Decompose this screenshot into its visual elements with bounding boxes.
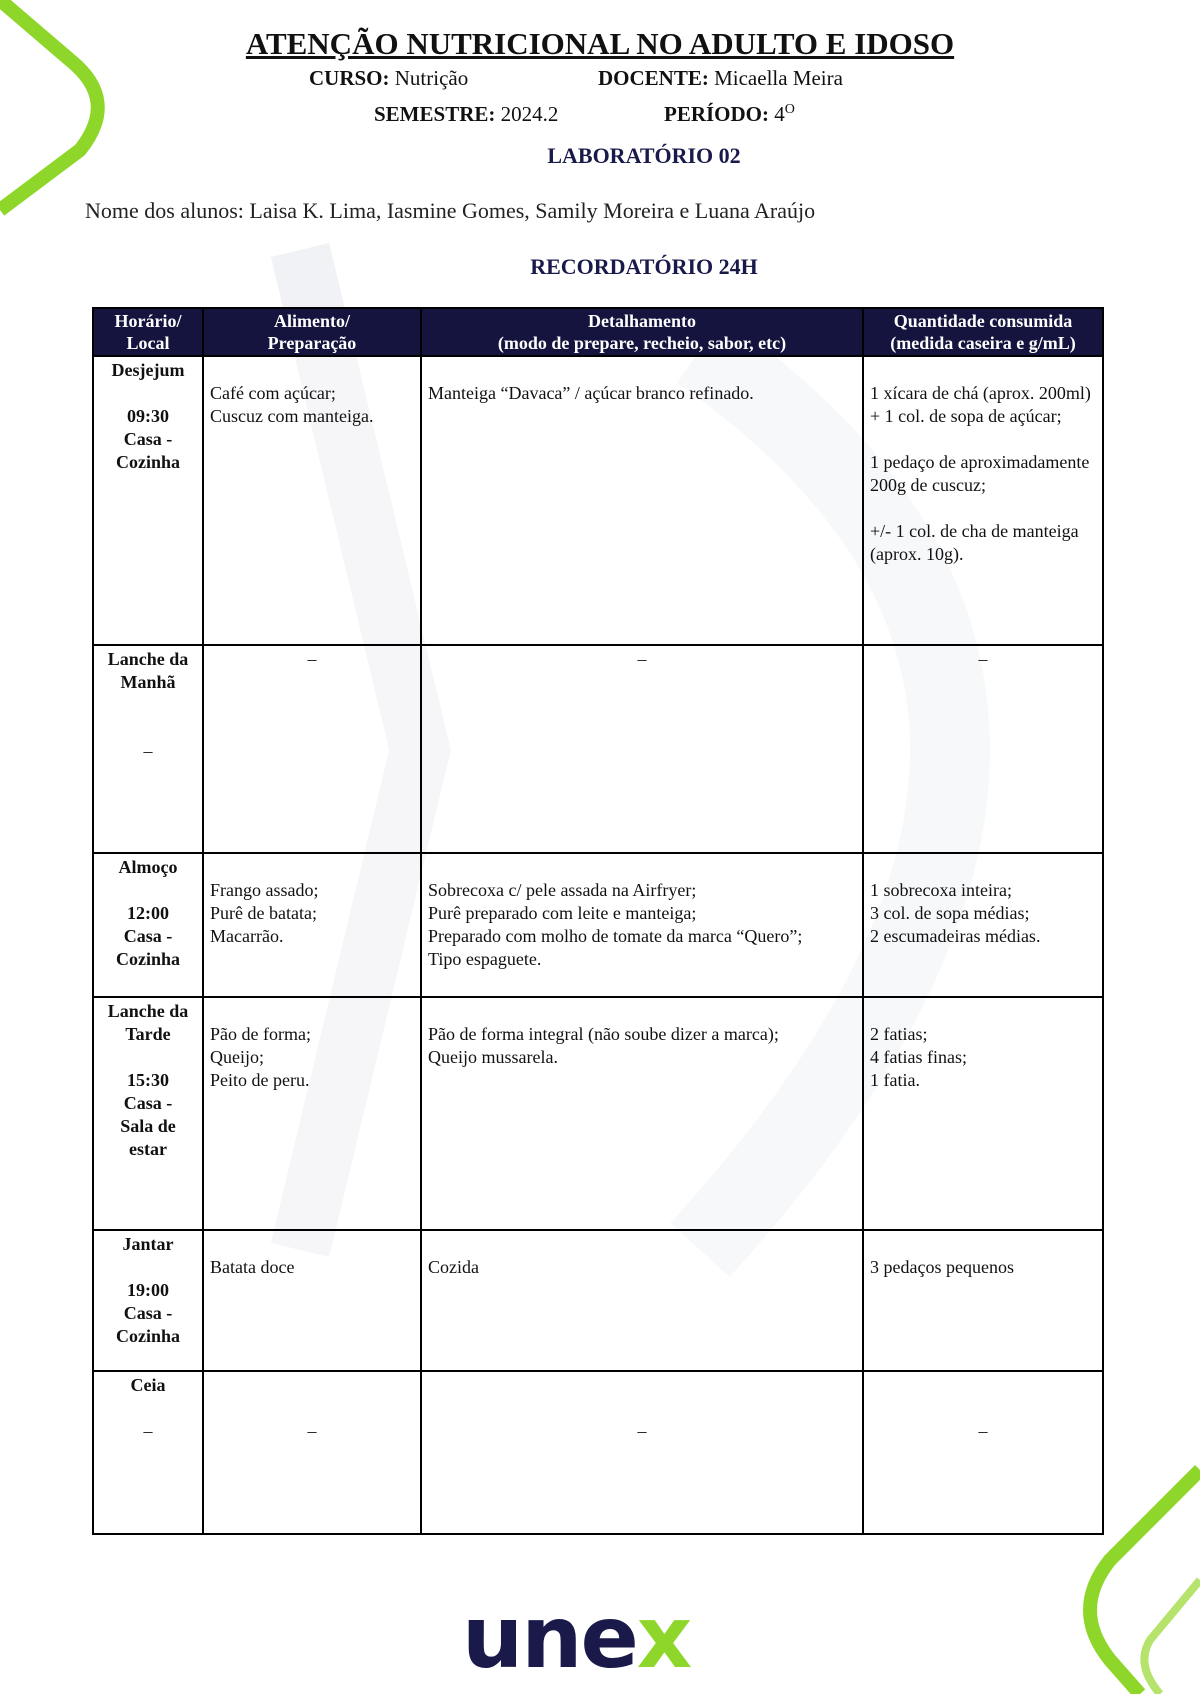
food-text: Pão de forma; Queijo; Peito de peru. (210, 1024, 311, 1090)
meal-place: Casa - Sala de estar (120, 1093, 176, 1159)
column-header-quantity: Quantidade consumida (medida caseira e g/mL) (863, 308, 1103, 356)
table-row (93, 356, 1103, 645)
detail-cell (421, 853, 863, 997)
food-text: – (307, 1421, 317, 1441)
course-value: Nutrição (394, 66, 469, 90)
document-title: ATENÇÃO NUTRICIONAL NO ADULTO E IDOSO (245, 26, 955, 61)
semester-value: 2024.2 (500, 102, 559, 126)
meal-time: 19:00 (127, 1280, 169, 1300)
logo-main-text: une (462, 1588, 637, 1688)
quantity-text: 2 fatias; 4 fatias finas; 1 fatia. (870, 1024, 967, 1090)
course-label: CURSO: (309, 66, 390, 90)
period-value: 4 (774, 102, 785, 126)
logo-accent-text: x (636, 1588, 691, 1688)
recall-table (92, 307, 1104, 1535)
meal-cell (93, 997, 203, 1230)
meal-place: Casa - Cozinha (115, 926, 180, 969)
lab-heading: LABORATÓRIO 02 (547, 143, 741, 168)
food-text: – (307, 649, 317, 669)
quantity-text: – (978, 1421, 988, 1441)
quantity-cell (863, 853, 1103, 997)
table-row (93, 997, 1103, 1230)
meal-name: Lanche da Manhã (107, 649, 189, 692)
unex-logo (462, 1588, 691, 1688)
detail-cell (421, 1230, 863, 1371)
meal-place: Casa - Cozinha (115, 429, 180, 472)
meal-place: Casa - Cozinha (115, 1303, 180, 1346)
food-cell (203, 645, 421, 853)
quantity-cell (863, 1371, 1103, 1534)
teacher-label: DOCENTE: (598, 66, 709, 90)
meal-time: – (143, 741, 153, 761)
quantity-cell (863, 356, 1103, 645)
detail-text: – (637, 1421, 647, 1441)
column-header-time-place: Horário/ Local (93, 308, 203, 356)
meal-name: Desjejum (111, 360, 185, 380)
period-superscript: O (784, 102, 795, 117)
quantity-cell (863, 645, 1103, 853)
food-cell (203, 1230, 421, 1371)
teacher-value: Micaella Meira (714, 66, 843, 90)
food-cell (203, 356, 421, 645)
meal-time: 15:30 (127, 1070, 169, 1090)
meal-cell (93, 853, 203, 997)
meal-cell (93, 1230, 203, 1371)
column-header-detail: Detalhamento (modo de prepare, recheio, sabor, etc) (421, 308, 863, 356)
semester-label: SEMESTRE: (374, 102, 496, 126)
detail-cell (421, 356, 863, 645)
meal-name: Jantar (122, 1234, 174, 1254)
table-row (93, 1230, 1103, 1371)
food-text: Frango assado; Purê de batata; Macarrão. (210, 880, 319, 946)
meal-cell (93, 645, 203, 853)
table-header-row (93, 308, 1103, 356)
detail-text: Manteiga “Davaca” / açúcar branco refinado. (428, 383, 754, 403)
food-cell (203, 997, 421, 1230)
teacher-line (598, 66, 843, 91)
food-text: Batata doce (210, 1257, 295, 1277)
quantity-cell (863, 997, 1103, 1230)
detail-cell (421, 997, 863, 1230)
quantity-cell (863, 1230, 1103, 1371)
food-cell (203, 853, 421, 997)
student-names: Nome dos alunos: Laisa K. Lima, Iasmine Gomes, Samily Moreira e Luana Araújo (85, 198, 816, 223)
detail-text: – (637, 649, 647, 669)
meal-time: 09:30 (127, 406, 169, 426)
column-header-food: Alimento/ Preparação (203, 308, 421, 356)
meal-name: Almoço (118, 857, 178, 877)
meal-name: Lanche da Tarde (107, 1001, 189, 1044)
meal-cell (93, 356, 203, 645)
meal-time: 12:00 (127, 903, 169, 923)
detail-text: Sobrecoxa c/ pele assada na Airfryer; Purê preparado com leite e manteiga; Preparado com molho de tomate da marca “Quero”; Tipo espaguete. (428, 880, 803, 969)
quantity-text: 3 pedaços pequenos (870, 1257, 1014, 1277)
recall-heading: RECORDATÓRIO 24H (530, 254, 758, 279)
detail-cell (421, 645, 863, 853)
period-label: PERÍODO: (664, 102, 769, 126)
detail-text: Pão de forma integral (não soube dizer a marca); Queijo mussarela. (428, 1024, 779, 1067)
quantity-text: 1 xícara de chá (aprox. 200ml) + 1 col. de sopa de açúcar; 1 pedaço de aproximadamente 200g de cuscuz; +/- 1 col. de cha de manteiga (aprox. 10g). (870, 383, 1091, 564)
meal-name: Ceia (130, 1375, 166, 1395)
meal-time: – (143, 1421, 153, 1441)
table-row (93, 1371, 1103, 1534)
course-line (309, 66, 468, 91)
quantity-text: 1 sobrecoxa inteira; 3 col. de sopa médias; 2 escumadeiras médias. (870, 880, 1041, 946)
detail-text: Cozida (428, 1257, 479, 1277)
food-text: Café com açúcar; Cuscuz com manteiga. (210, 383, 374, 426)
period-line (664, 102, 795, 127)
table-row (93, 645, 1103, 853)
meal-cell (93, 1371, 203, 1534)
detail-cell (421, 1371, 863, 1534)
quantity-text: – (978, 649, 988, 669)
semester-line (374, 102, 558, 127)
food-cell (203, 1371, 421, 1534)
table-row (93, 853, 1103, 997)
